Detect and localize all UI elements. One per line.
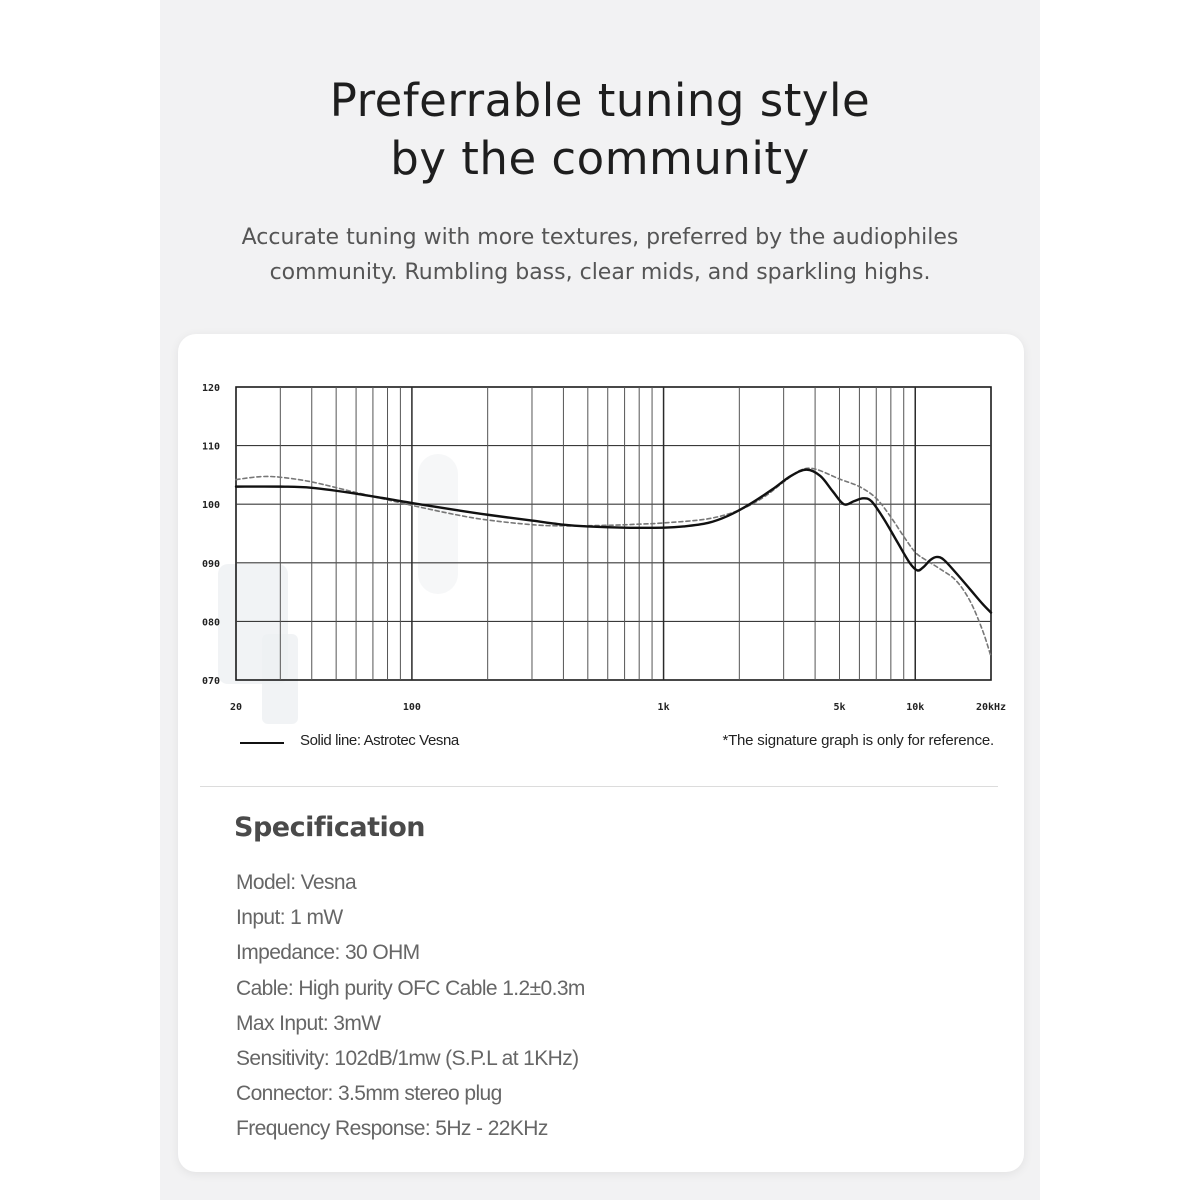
x-tick-label: 1k xyxy=(657,702,670,713)
subtitle-line-2: community. Rumbling bass, clear mids, and sparkling highs. xyxy=(269,260,931,285)
x-tick-label: 20kHz xyxy=(975,702,1007,713)
x-tick-label: 5k xyxy=(833,702,846,713)
y-tick-label: 080 xyxy=(201,617,220,629)
spec-item-input: Input: 1 mW xyxy=(236,906,343,930)
chart-legend xyxy=(240,732,1000,756)
spec-item-impedance: Impedance: 30 OHM xyxy=(236,941,420,965)
plot-frame xyxy=(236,387,991,680)
y-tick-label: 100 xyxy=(201,500,220,512)
x-axis-tick-labels xyxy=(230,702,1006,713)
spec-item-frequency-response: Frequency Response: 5Hz - 22KHz xyxy=(236,1117,548,1141)
y-axis-tick-labels xyxy=(202,383,220,687)
spec-list xyxy=(236,865,585,1147)
x-tick-label: 100 xyxy=(402,702,421,713)
subtitle xyxy=(160,220,1040,290)
spec-item-cable: Cable: High purity OFC Cable 1.2±0.3m xyxy=(236,976,585,1000)
legend-label: Solid line: Astrotec Vesna xyxy=(300,732,459,749)
y-tick-label: 090 xyxy=(201,558,220,570)
content-card xyxy=(178,334,1024,1172)
section-divider xyxy=(200,786,998,787)
chart-grid xyxy=(236,387,991,680)
headline xyxy=(160,72,1040,188)
legend-solid-line-swatch xyxy=(240,742,284,744)
headline-line-1: Preferrable tuning style xyxy=(329,74,871,127)
y-tick-label: 110 xyxy=(201,441,220,453)
x-tick-label: 10k xyxy=(906,702,925,713)
y-tick-label: 120 xyxy=(201,383,220,394)
headline-line-2: by the community xyxy=(390,132,810,185)
spec-item-model: Model: Vesna xyxy=(236,871,357,894)
y-tick-label: 070 xyxy=(201,676,220,687)
chart-footnote: *The signature graph is only for reference. xyxy=(722,732,994,749)
spec-item-max-input: Max Input: 3mW xyxy=(236,1011,381,1035)
x-tick-label: 20 xyxy=(229,702,243,713)
spec-title: Specification xyxy=(234,812,426,843)
subtitle-line-1: Accurate tuning with more textures, preferred by the audiophiles xyxy=(241,225,959,250)
spec-item-sensitivity: Sensitivity: 102dB/1mw (S.P.L at 1KHz) xyxy=(236,1047,579,1071)
spec-item-connector: Connector: 3.5mm stereo plug xyxy=(236,1082,502,1106)
frequency-response-chart xyxy=(178,334,1024,730)
